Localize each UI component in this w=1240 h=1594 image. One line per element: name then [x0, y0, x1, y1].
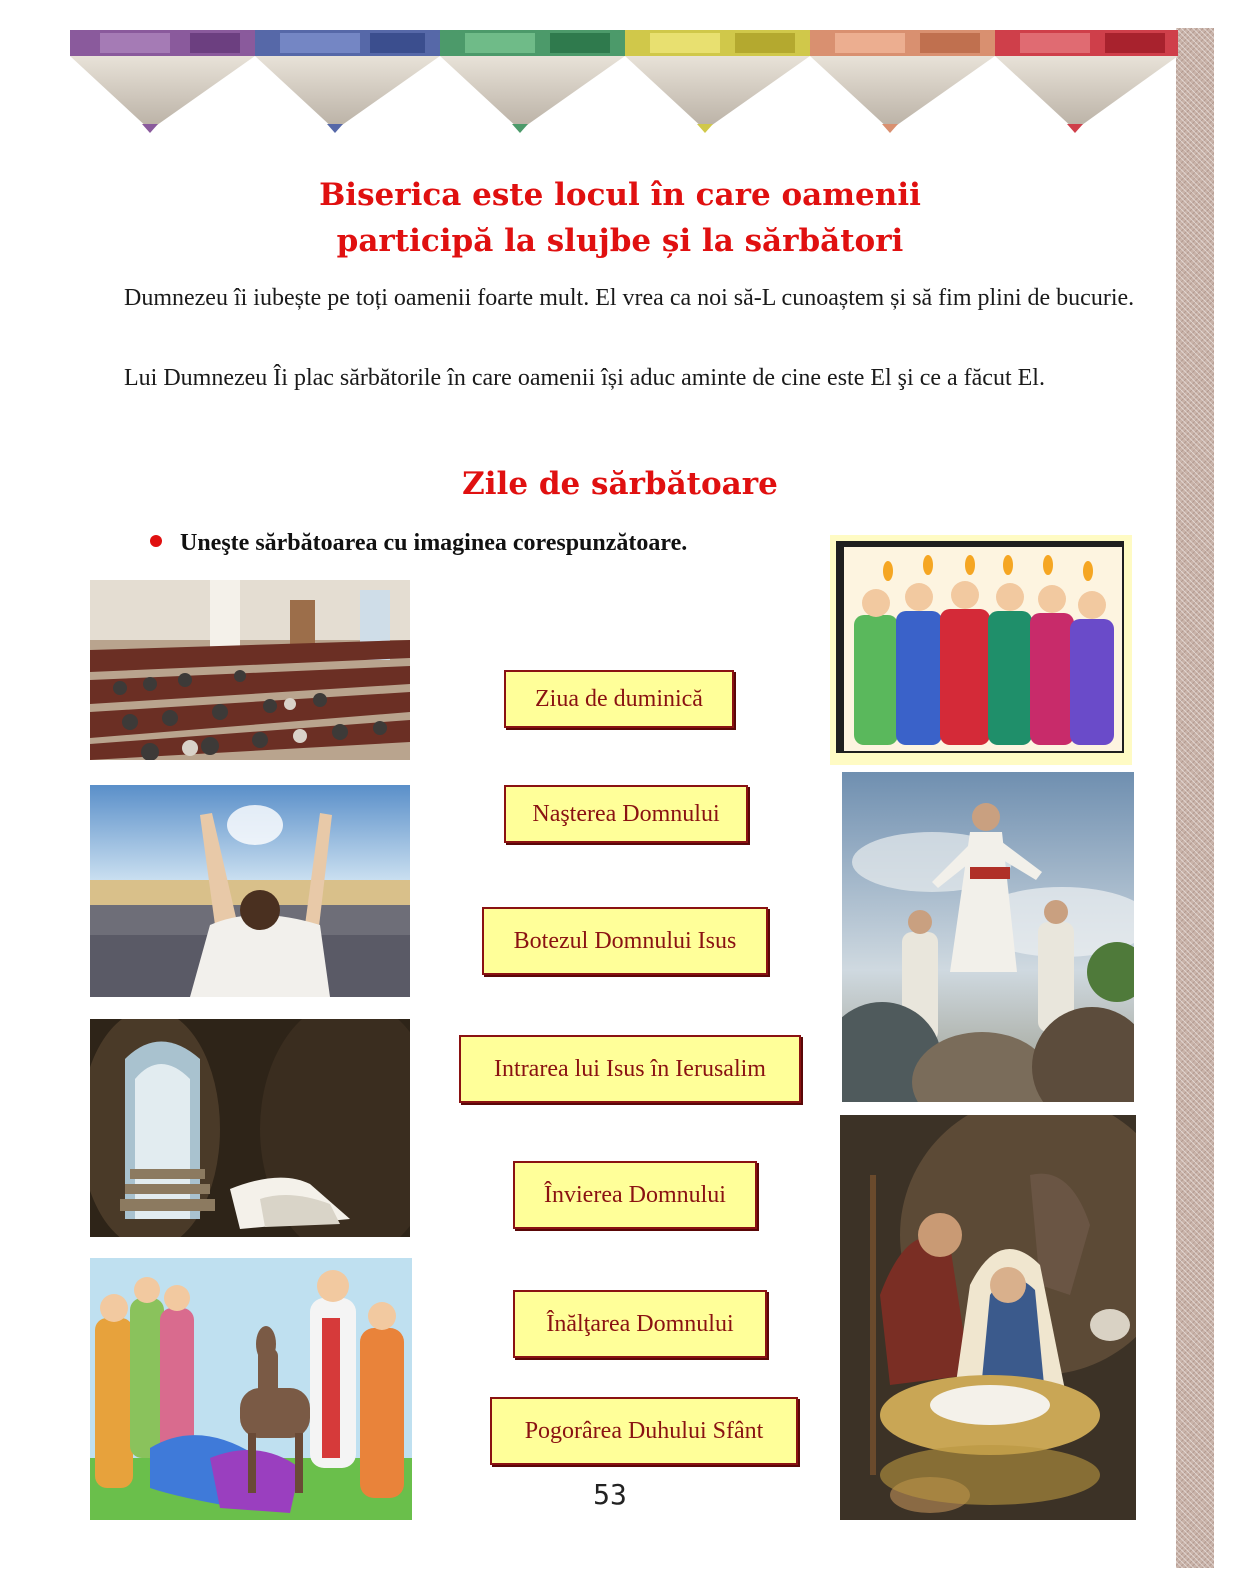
entry-into-jerusalem-image — [90, 1258, 412, 1520]
nativity-image — [840, 1115, 1136, 1520]
baptism-image — [90, 785, 410, 997]
label-pentecost[interactable]: Pogorârea Duhului Sfânt — [490, 1397, 798, 1465]
ascension-image — [842, 772, 1134, 1102]
section-title: Zile de sărbătoare — [462, 466, 778, 502]
pentecost-image — [830, 535, 1132, 765]
intro-paragraph-2: Lui Dumnezeu Îi plac sărbătorile în care oamenii își aduc aminte de cine este El şi ce a făcut El. — [124, 365, 1045, 391]
label-baptism[interactable]: Botezul Domnului Isus — [482, 907, 768, 975]
colored-pencils-decoration — [70, 30, 1178, 140]
label-resurrection[interactable]: Învierea Domnului — [513, 1161, 757, 1229]
page-number: 53 — [593, 1478, 627, 1511]
exercise-instruction — [150, 530, 687, 557]
label-sunday[interactable]: Ziua de duminică — [504, 670, 734, 728]
label-entry-jerusalem[interactable]: Intrarea lui Isus în Ierusalim — [459, 1035, 801, 1103]
decorative-side-strip — [1176, 28, 1214, 1568]
intro-paragraph-1: Dumnezeu îi iubește pe toți oamenii foarte mult. El vrea ca noi să-L cunoaștem și să fim plini de bucurie. — [124, 285, 1135, 311]
instruction-text: Uneşte sărbătoarea cu imaginea corespunzătoare. — [180, 530, 688, 556]
bullet-icon — [150, 535, 162, 547]
title-line-1: Biserica este locul în care oamenii — [319, 177, 921, 213]
empty-tomb-image — [90, 1019, 410, 1237]
label-ascension[interactable]: Înălţarea Domnului — [513, 1290, 767, 1358]
church-congregation-image — [90, 580, 410, 760]
label-nativity[interactable]: Naşterea Domnului — [504, 785, 748, 843]
title-line-2: participă la slujbe și la sărbători — [336, 223, 904, 259]
page-title — [100, 172, 1140, 264]
